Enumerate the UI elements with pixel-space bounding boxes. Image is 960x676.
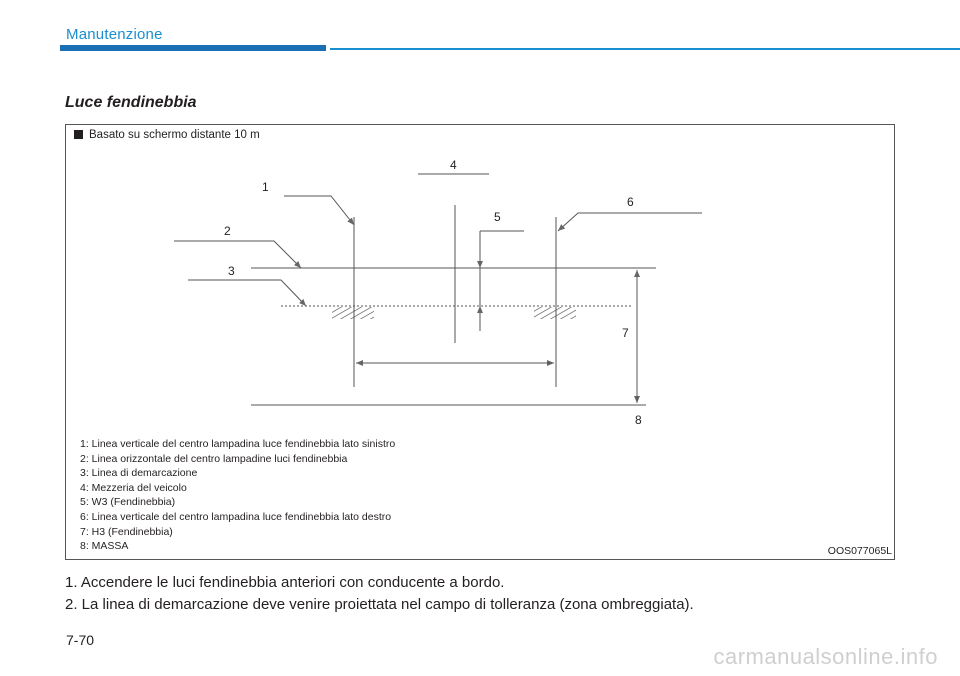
label-6: 6 xyxy=(627,195,634,209)
label-8: 8 xyxy=(635,413,642,427)
tolerance-zone-left xyxy=(332,307,374,319)
label-3: 3 xyxy=(228,264,235,278)
instruction-steps xyxy=(65,572,694,616)
legend-item: 1: Linea verticale del centro lampadina luce fendinebbia lato sinistro xyxy=(80,438,396,450)
figure-code: OOS077065L xyxy=(827,545,892,557)
page-heading: Luce fendinebbia xyxy=(65,94,197,111)
label-4: 4 xyxy=(450,158,457,172)
legend-item: 8: MASSA xyxy=(80,540,129,553)
legend-item: 6: Linea verticale del centro lampadina luce fendinebbia lato destro xyxy=(80,510,392,523)
tolerance-zone-right xyxy=(534,307,576,319)
header-bar xyxy=(60,45,326,51)
fog-light-figure xyxy=(65,124,895,560)
section-title: Manutenzione xyxy=(66,26,163,43)
label-2: 2 xyxy=(224,224,231,238)
label-1: 1 xyxy=(262,180,269,194)
legend-item: 4: Mezzeria del veicolo xyxy=(80,481,187,494)
header-rule xyxy=(330,48,960,50)
figure-legend xyxy=(80,437,395,554)
label-7: 7 xyxy=(622,326,629,340)
step-item: 1. Accendere le luci fendinebbia anteriori con conducente a bordo. xyxy=(65,574,505,591)
legend-item: 5: W3 (Fendinebbia) xyxy=(80,496,176,509)
page-number: 7-70 xyxy=(66,632,95,648)
step-item: 2. La linea di demarcazione deve venire proiettata nel campo di tolleranza (zona ombreggiata). xyxy=(65,596,694,613)
figure-caption: Basato su schermo distante 10 m xyxy=(74,129,260,141)
watermark: carmanualsonline.info xyxy=(713,644,938,669)
legend-item: 2: Linea orizzontale del centro lampadine luci fendinebbia xyxy=(80,452,348,465)
legend-item: 3: Linea di demarcazione xyxy=(80,467,198,480)
legend-item: 7: H3 (Fendinebbia) xyxy=(80,525,173,538)
label-5: 5 xyxy=(494,210,501,224)
